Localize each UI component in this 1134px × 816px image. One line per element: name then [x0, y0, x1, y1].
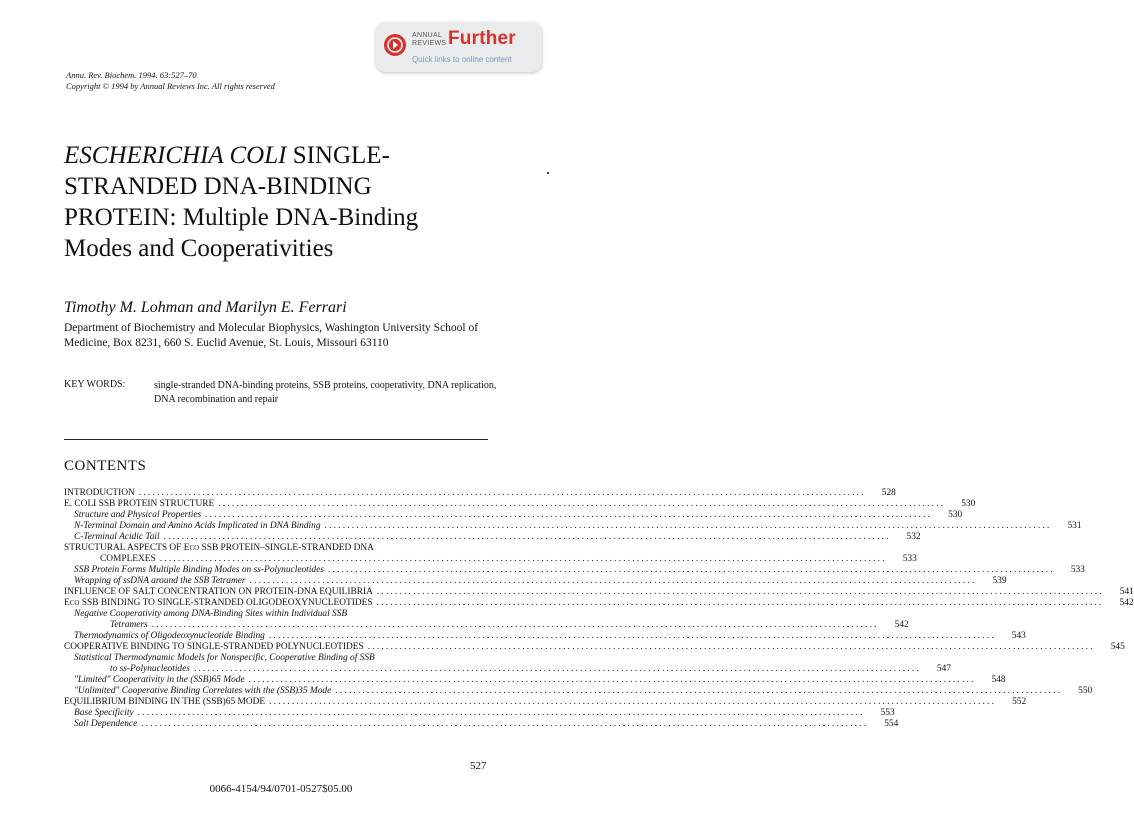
toc-entry[interactable]	[64, 598, 1134, 609]
toc-entry[interactable]	[64, 532, 921, 543]
toc-leader: ................................................................................................................................................................	[193, 664, 921, 674]
contents-heading: CONTENTS	[64, 458, 147, 474]
toc-entry-page: 547	[936, 664, 951, 674]
toc-entry-page: 554	[884, 719, 899, 729]
toc-entry-title: C-Terminal Acidic Tail	[74, 532, 160, 542]
toc-entry-page: 550	[1078, 686, 1093, 696]
toc-entry[interactable]	[64, 499, 976, 510]
toc-entry-page: 552	[1012, 697, 1027, 707]
toc-entry[interactable]	[64, 631, 1026, 642]
toc-entry-page: 532	[906, 532, 921, 542]
toc-leader: ................................................................................................................................................................	[376, 598, 1104, 608]
badge-subtitle: Quick links to online content	[412, 55, 512, 64]
toc-entry-title: Negative Cooperativity among DNA-Binding Sites within Individual SSB	[74, 609, 348, 619]
toc-entry[interactable]	[64, 554, 917, 565]
toc-entry[interactable]	[64, 675, 1006, 686]
toc-entry[interactable]	[64, 653, 492, 664]
toc-leader: ................................................................................................................................................................	[205, 510, 933, 520]
toc-entry[interactable]	[64, 565, 1085, 576]
toc-entry[interactable]	[64, 510, 963, 521]
toc-entry-page: 543	[1011, 631, 1026, 641]
article-title	[64, 140, 484, 264]
badge-further-label: Further	[448, 28, 516, 49]
toc-leader: ................................................................................................................................................................	[335, 686, 1063, 696]
keywords-label: KEY WORDS:	[64, 379, 126, 390]
toc-entry-title: Eco SSB BINDING TO SINGLE-STRANDED OLIGODEOXYNUCLEOTIDES	[64, 598, 373, 608]
toc-leader: ................................................................................................................................................................	[151, 620, 879, 630]
toc-entry-title: Thermodynamics of Oligodeoxynucleotide Binding	[74, 631, 265, 641]
toc-entry-title: Wrapping of ssDNA around the SSB Tetramer	[74, 576, 246, 586]
toc-leader: ................................................................................................................................................................	[367, 642, 1095, 652]
journal-citation	[66, 70, 275, 92]
article-authors: Timothy M. Lohman and Marilyn E. Ferrari	[64, 299, 347, 316]
toc-entry-title: N-Terminal Domain and Amino Acids Implicated in DNA Binding	[74, 521, 321, 531]
toc-entry-title: E. COLI SSB PROTEIN STRUCTURE	[64, 499, 215, 509]
table-of-contents	[64, 488, 1134, 730]
toc-leader: ................................................................................................................................................................	[137, 708, 865, 718]
title-rest: SINGLE-STRANDED DNA-BINDING PROTEIN: Multiple DNA-Binding Modes and Cooperativities	[64, 142, 419, 262]
toc-entry-title: COMPLEXES	[100, 554, 156, 564]
toc-entry[interactable]	[64, 664, 951, 675]
toc-leader: ................................................................................................................................................................	[376, 587, 1104, 597]
toc-entry-page: 542	[894, 620, 909, 630]
toc-entry-page: 545	[1110, 642, 1125, 652]
toc-entry-title: Tetramers	[110, 620, 148, 630]
toc-entry-page: 530	[948, 510, 963, 520]
toc-entry-page: 530	[961, 499, 976, 509]
toc-entry-title: "Limited" Cooperativity in the (SSB)65 Mode	[74, 675, 245, 685]
toc-leader: ................................................................................................................................................................	[159, 554, 887, 564]
copyright-code: 0066-4154/94/0701-0527$05.00	[209, 783, 353, 795]
toc-entry-title: SSB Protein Forms Multiple Binding Modes on ss-Polynucleotides	[74, 565, 324, 575]
toc-entry-page: 533	[902, 554, 917, 564]
toc-leader: ................................................................................................................................................................	[218, 499, 946, 509]
toc-leader: ................................................................................................................................................................	[324, 521, 1052, 531]
page-number: 527	[470, 760, 487, 772]
badge-annual-text: ANNUAL	[412, 32, 443, 39]
toc-entry[interactable]	[64, 576, 1007, 587]
toc-entry-title: "Unlimited" Cooperative Binding Correlates with the (SSB)35 Mode	[74, 686, 332, 696]
toc-leader: ................................................................................................................................................................	[138, 488, 866, 498]
toc-leader: ................................................................................................................................................................	[269, 697, 997, 707]
toc-entry[interactable]	[64, 587, 1134, 598]
toc-entry[interactable]	[64, 620, 909, 631]
toc-entry[interactable]	[64, 488, 896, 499]
toc-leader: ................................................................................................................................................................	[248, 675, 976, 685]
toc-entry-title: Base Specificity	[74, 708, 134, 718]
play-arrow-icon	[384, 34, 406, 56]
toc-entry-title: INTRODUCTION	[64, 488, 135, 498]
toc-entry[interactable]	[64, 697, 1027, 708]
toc-leader: ................................................................................................................................................................	[163, 532, 891, 542]
toc-entry-title: to ss-Polynucleotides	[110, 664, 190, 674]
toc-leader: ................................................................................................................................................................	[268, 631, 996, 641]
toc-entry[interactable]	[64, 719, 899, 730]
toc-entry[interactable]	[64, 686, 1093, 697]
toc-entry[interactable]	[64, 642, 1125, 653]
toc-entry[interactable]	[64, 609, 492, 620]
toc-entry[interactable]	[64, 708, 895, 719]
toc-entry[interactable]	[64, 521, 1082, 532]
toc-entry-page: 539	[992, 576, 1007, 586]
journal-line-2: Copyright © 1994 by Annual Reviews Inc. All rights reserved	[66, 81, 275, 91]
toc-entry-page: 531	[1067, 521, 1082, 531]
toc-entry-title: STRUCTURAL ASPECTS OF Eco SSB PROTEIN–SINGLE-STRANDED DNA	[64, 543, 374, 553]
toc-entry-page: 528	[881, 488, 896, 498]
journal-line-1: Annu. Rev. Biochem. 1994. 63:527–70	[66, 70, 197, 80]
section-divider	[64, 439, 488, 440]
toc-entry-title: INFLUENCE OF SALT CONCENTRATION ON PROTEIN-DNA EQUILIBRIA	[64, 587, 373, 597]
title-italic-part: ESCHERICHIA COLI	[64, 142, 287, 169]
toc-entry[interactable]	[64, 543, 492, 554]
toc-entry-page: 541	[1119, 587, 1134, 597]
annual-reviews-further-badge[interactable]	[376, 22, 542, 72]
badge-reviews-text: REVIEWS	[412, 40, 447, 47]
badge-publisher	[412, 32, 446, 48]
toc-entry-page: 542	[1119, 598, 1134, 608]
toc-leader: ................................................................................................................................................................	[249, 576, 977, 586]
toc-entry-title: Statistical Thermodynamic Models for Nonspecific, Cooperative Binding of SSB	[74, 653, 375, 663]
toc-entry-title: COOPERATIVE BINDING TO SINGLE-STRANDED POLYNUCLEOTIDES	[64, 642, 364, 652]
author-affiliation: Department of Biochemistry and Molecular Biophysics, Washington University School of Medicine, Box 8231, 660 S. Euclid Avenue, St. Louis, Missouri 63110	[64, 322, 479, 349]
toc-entry-page: 548	[991, 675, 1006, 685]
toc-entry-title: EQUILIBRIUM BINDING IN THE (SSB)65 MODE	[64, 697, 266, 707]
toc-entry-page: 533	[1070, 565, 1085, 575]
toc-leader: ................................................................................................................................................................	[141, 719, 869, 729]
toc-entry-title: Salt Dependence	[74, 719, 138, 729]
toc-leader: ................................................................................................................................................................	[327, 565, 1055, 575]
keywords-text: single-stranded DNA-binding proteins, SSB proteins, cooperativity, DNA replication, DNA recombination and repair	[154, 380, 497, 405]
toc-entry-page: 553	[880, 708, 895, 718]
toc-entry-title: Structure and Physical Properties	[74, 510, 202, 520]
stray-mark	[547, 172, 549, 174]
